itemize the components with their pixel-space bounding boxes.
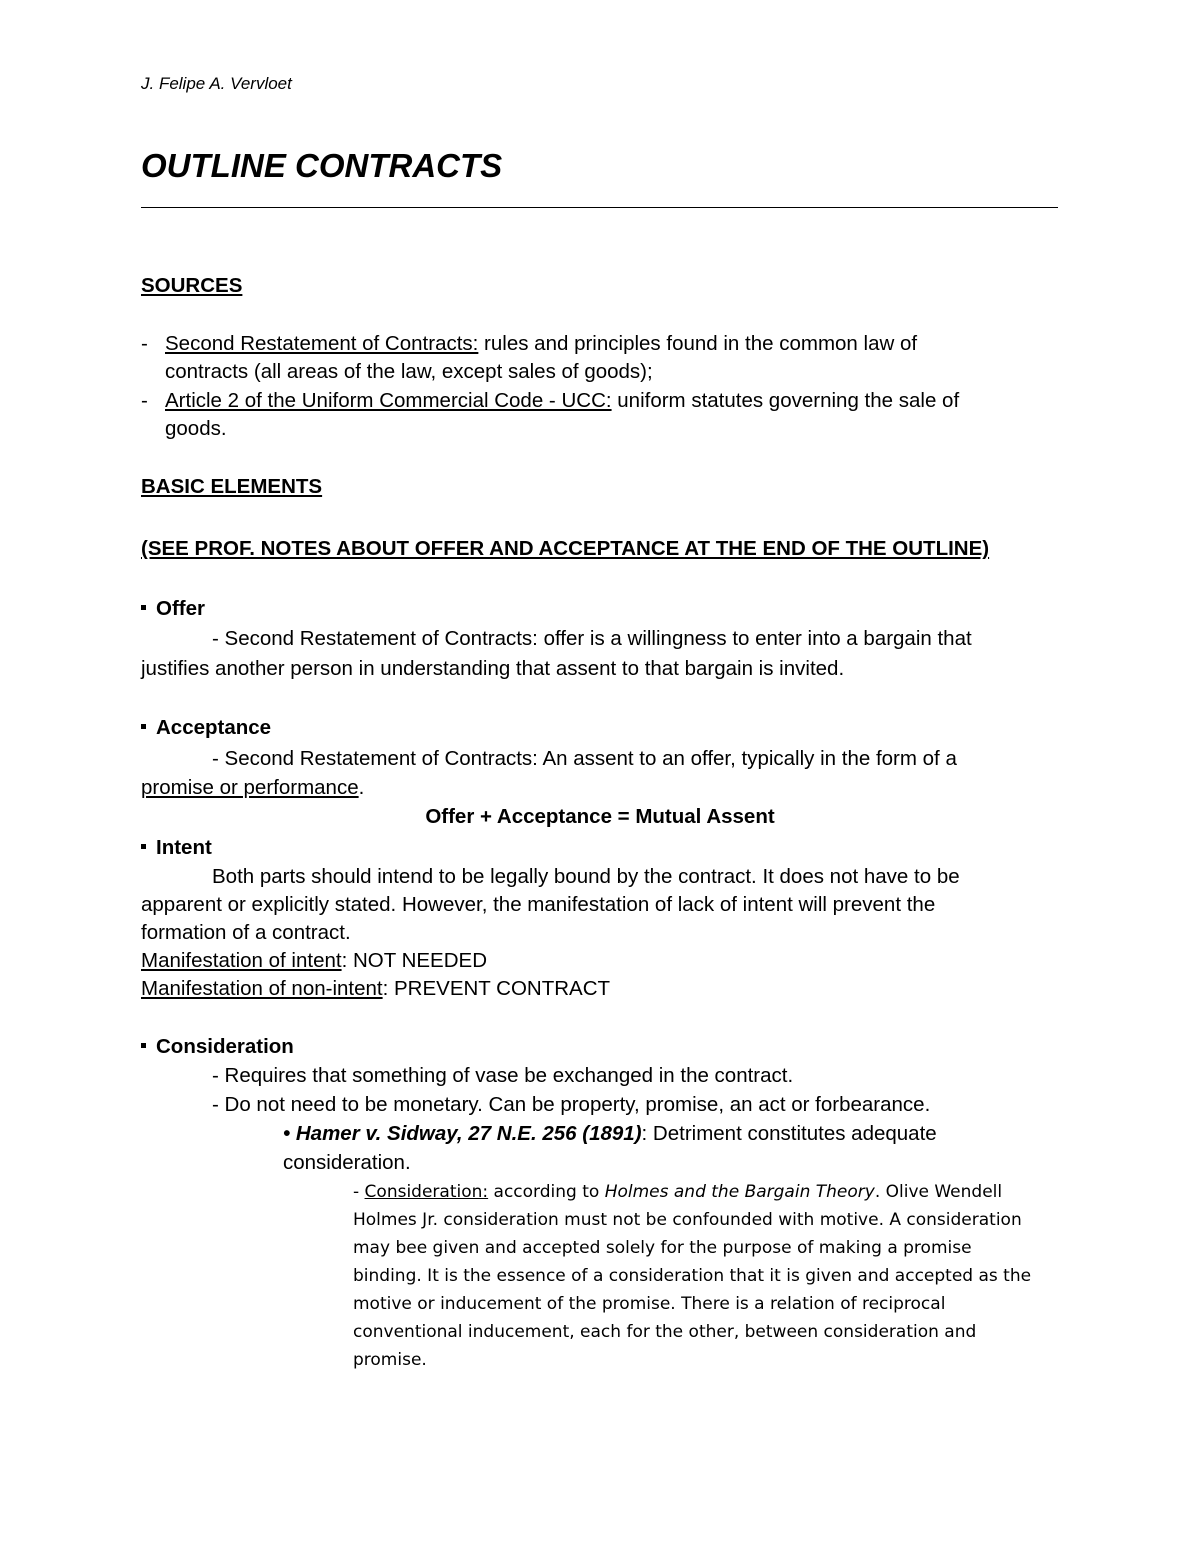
- sources-heading: SOURCES: [141, 274, 243, 297]
- source-term-1: Second Restatement of Contracts:: [165, 332, 479, 355]
- consideration-note-line5: motive or inducement of the promise. There is a relation of reciprocal: [353, 1294, 946, 1314]
- mutual-assent-equation: Offer + Acceptance = Mutual Assent: [425, 805, 775, 828]
- intent-text-line2: apparent or explicitly stated. However, the manifestation of lack of intent will prevent the: [141, 893, 936, 916]
- source-desc-1: rules and principles found in the common law of: [478, 332, 918, 355]
- source-dash-1: -: [141, 332, 148, 355]
- source-term-2: Article 2 of the Uniform Commercial Code - UCC:: [165, 389, 612, 412]
- case-holding: : Detriment constitutes adequate: [641, 1122, 937, 1145]
- document-title: OUTLINE CONTRACTS: [141, 147, 503, 184]
- offer-label: Offer: [156, 597, 205, 620]
- consideration-point-1: - Requires that something of vase be exchanged in the contract.: [212, 1064, 794, 1087]
- case-citation: [283, 1120, 937, 1148]
- case-name: • Hamer v. Sidway, 27 N.E. 256 (1891): [283, 1122, 642, 1145]
- acceptance-label: Acceptance: [156, 716, 272, 739]
- offer-definition-line1: - Second Restatement of Contracts: offer is a willingness to enter into a bargain that: [212, 627, 972, 650]
- consideration-note-line6: conventional inducement, each for the other, between consideration and: [353, 1322, 977, 1342]
- acceptance-bullet: [141, 714, 271, 742]
- source-desc-2: uniform statutes governing the sale of: [611, 389, 960, 412]
- intent-label: Intent: [156, 836, 212, 859]
- author-name: J. Felipe A. Vervloet: [141, 74, 292, 93]
- case-holding-cont: consideration.: [283, 1151, 411, 1174]
- title-divider: [141, 207, 1058, 208]
- acceptance-definition-line2: [141, 774, 364, 802]
- offer-definition-line2: justifies another person in understanding that assent to that bargain is invited.: [141, 657, 845, 680]
- intent-text-line1: Both parts should intend to be legally bound by the contract. It does not have to be: [212, 865, 960, 888]
- note-term: Consideration:: [364, 1182, 489, 1202]
- acceptance-underlined-phrase: promise or performance: [141, 776, 359, 799]
- acceptance-period: .: [358, 776, 365, 799]
- intent-text-line3: formation of a contract.: [141, 921, 351, 944]
- offer-bullet: [141, 595, 205, 623]
- source-item-2-cont: goods.: [165, 417, 227, 440]
- note-theory: Holmes and the Bargain Theory: [604, 1182, 875, 1202]
- note-dash: -: [353, 1182, 365, 1202]
- consideration-label: Consideration: [156, 1035, 294, 1058]
- basic-elements-heading: BASIC ELEMENTS: [141, 475, 323, 498]
- note-line-0: . Olive Wendell: [874, 1182, 1003, 1202]
- source-item-2: [165, 387, 959, 415]
- acceptance-definition-line1: - Second Restatement of Contracts: An assent to an offer, typically in the form of a: [212, 747, 957, 770]
- square-bullet-icon: [141, 724, 146, 729]
- consideration-note-line7: promise.: [353, 1350, 427, 1370]
- consideration-note-line4: binding. It is the essence of a consideration that it is given and accepted as the: [353, 1266, 1032, 1286]
- manifestation-of-intent-value: : NOT NEEDED: [341, 949, 487, 972]
- prof-notes-reference: (SEE PROF. NOTES ABOUT OFFER AND ACCEPTANCE AT THE END OF THE OUTLINE): [141, 537, 990, 560]
- square-bullet-icon: [141, 1043, 146, 1048]
- intent-bullet: [141, 834, 212, 862]
- manifestation-of-non-intent-label: Manifestation of non-intent: [141, 977, 383, 1000]
- square-bullet-icon: [141, 844, 146, 849]
- note-mid: according to: [488, 1182, 605, 1202]
- consideration-note-line1: [353, 1178, 1002, 1206]
- consideration-bullet: [141, 1033, 294, 1061]
- consideration-point-2: - Do not need to be monetary. Can be property, promise, an act or forbearance.: [212, 1093, 931, 1116]
- manifestation-of-non-intent: [141, 975, 610, 1003]
- manifestation-of-intent-label: Manifestation of intent: [141, 949, 342, 972]
- source-item-1-cont: contracts (all areas of the law, except sales of goods);: [165, 360, 653, 383]
- manifestation-of-non-intent-value: : PREVENT CONTRACT: [382, 977, 611, 1000]
- source-dash-2: -: [141, 389, 148, 412]
- consideration-note-line2: Holmes Jr. consideration must not be confounded with motive. A consideration: [353, 1210, 1022, 1230]
- source-item-1: [165, 330, 917, 358]
- manifestation-of-intent: [141, 947, 487, 975]
- consideration-note-line3: may bee given and accepted solely for the purpose of making a promise: [353, 1238, 972, 1258]
- square-bullet-icon: [141, 605, 146, 610]
